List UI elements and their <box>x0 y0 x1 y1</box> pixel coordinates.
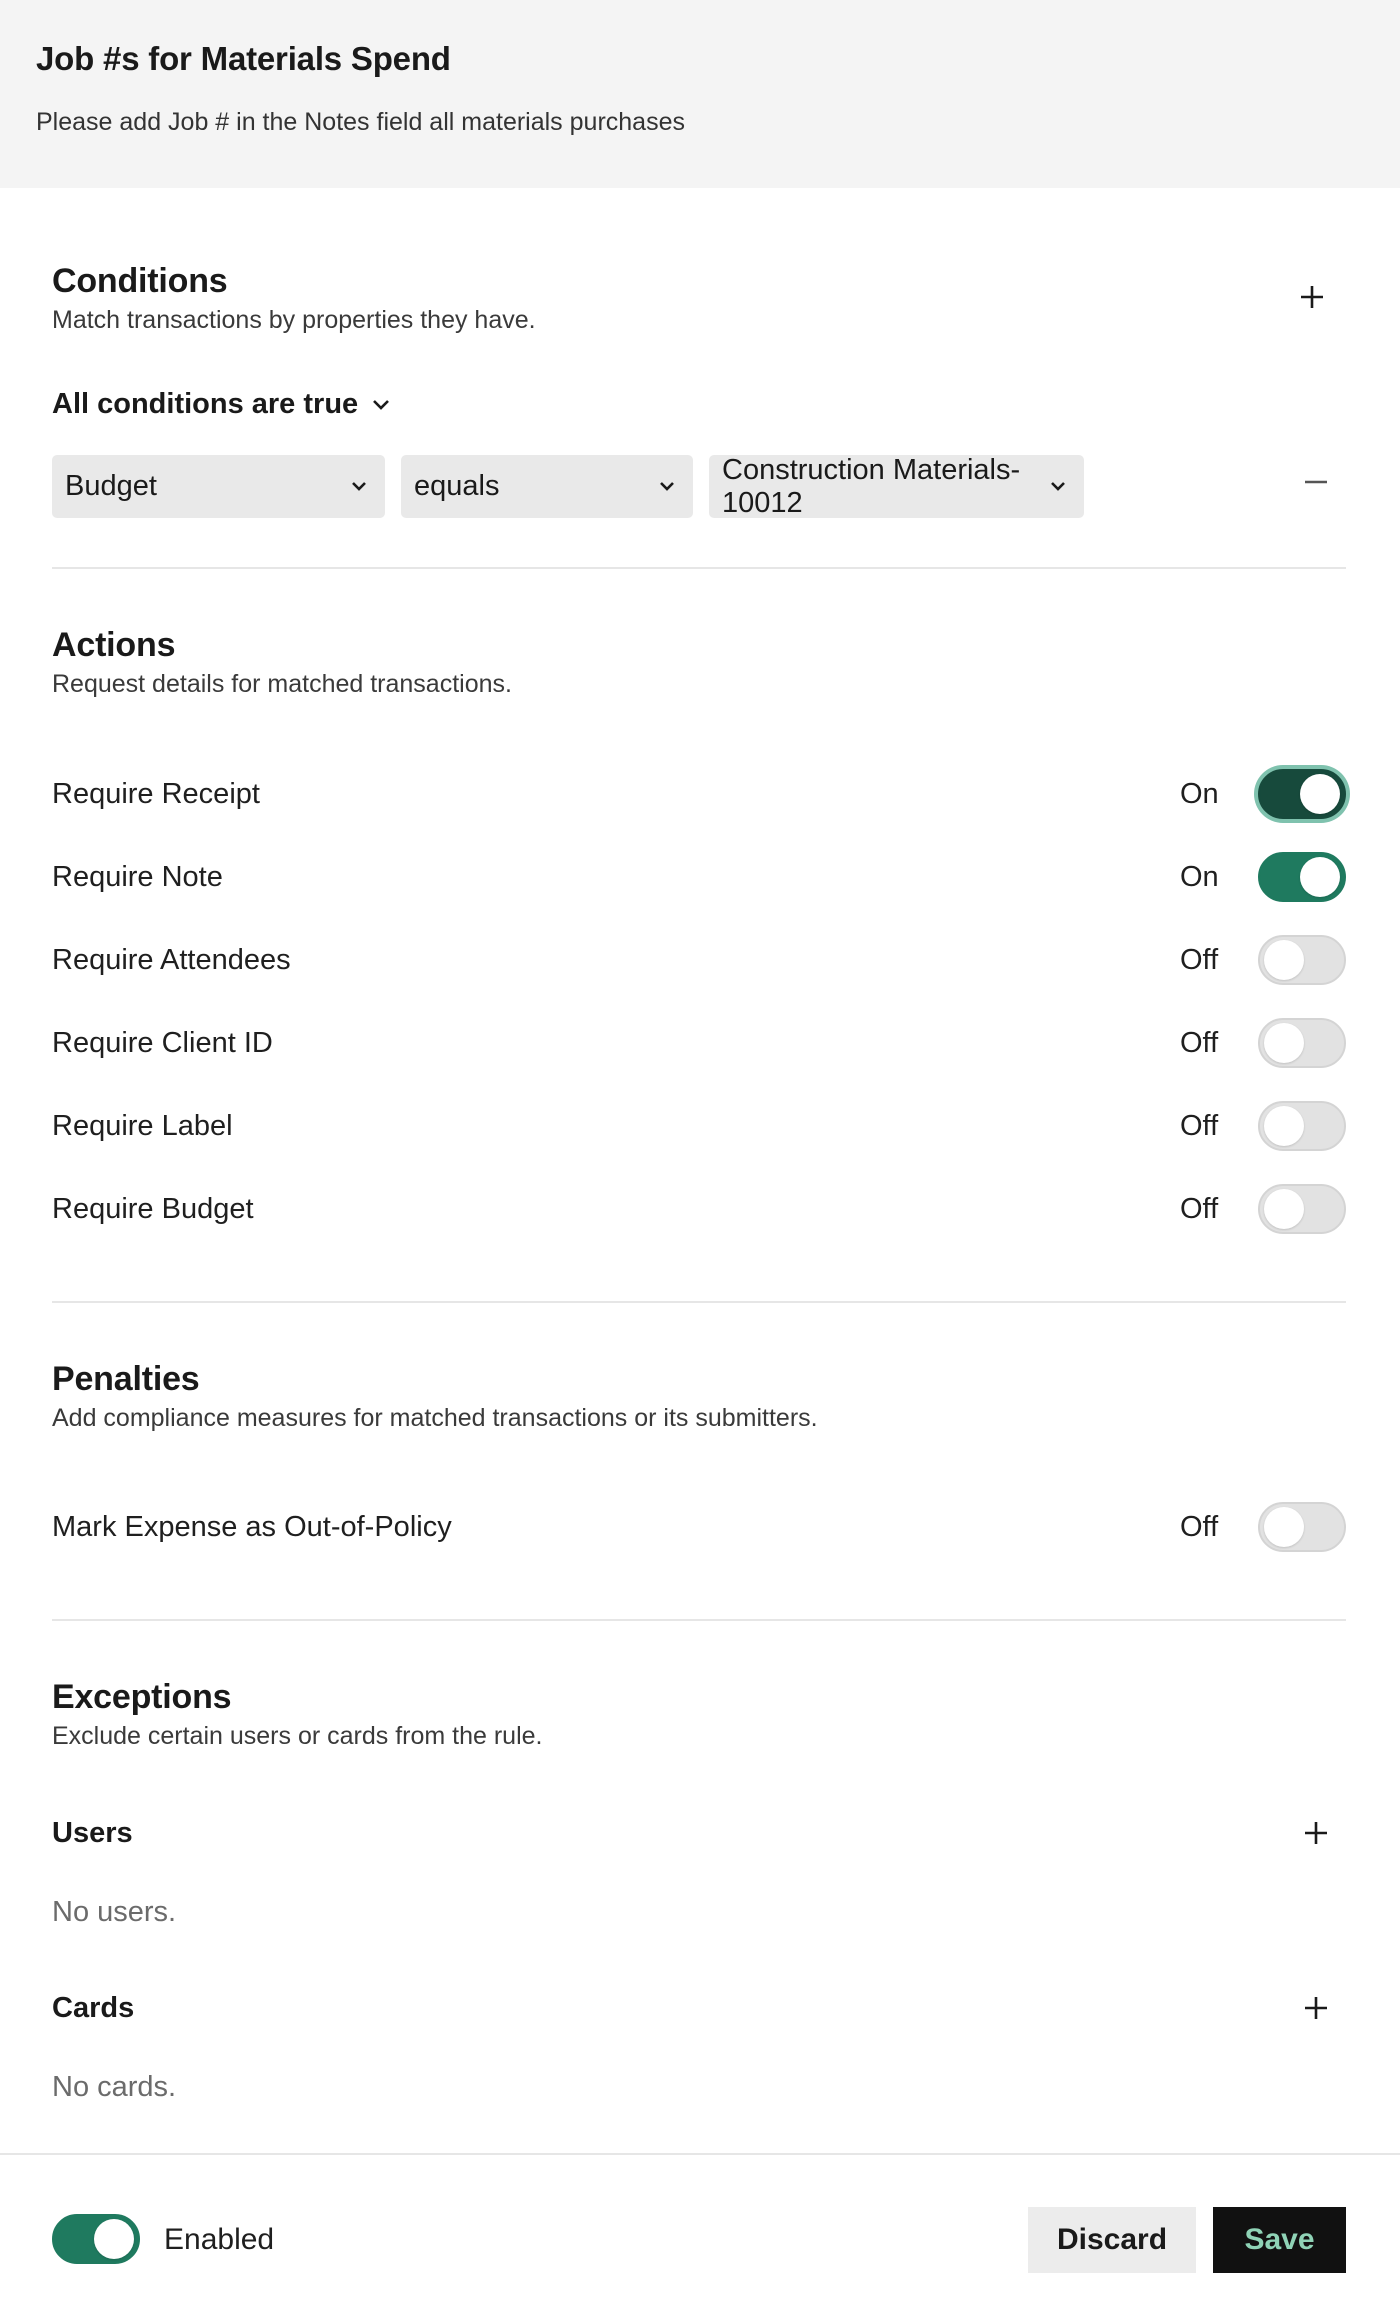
users-empty-text: No users. <box>52 1896 177 1928</box>
require-receipt-toggle[interactable] <box>1258 769 1346 819</box>
add-condition-button[interactable] <box>1290 275 1334 319</box>
action-row-require-receipt <box>52 764 1346 824</box>
discard-button[interactable]: Discard <box>1028 2207 1196 2273</box>
add-user-exception-button[interactable] <box>1294 1811 1338 1855</box>
penalties-title: Penalties <box>52 1360 200 1398</box>
penalty-label: Mark Expense as Out-of-Policy <box>52 1510 452 1543</box>
add-card-exception-button[interactable] <box>1294 1986 1338 2030</box>
action-state: Off <box>1180 1109 1219 1142</box>
divider <box>52 567 1346 569</box>
toggle-knob <box>94 2219 134 2259</box>
toggle-knob <box>1300 774 1340 814</box>
require-attendees-toggle[interactable] <box>1258 935 1346 985</box>
minus-icon <box>1304 480 1328 484</box>
action-state: Off <box>1180 1026 1219 1059</box>
enabled-label: Enabled <box>164 2223 275 2256</box>
exceptions-title: Exceptions <box>52 1678 232 1716</box>
cards-heading: Cards <box>52 1992 135 2024</box>
chevron-down-icon <box>351 481 367 492</box>
exceptions-subtitle: Exclude certain users or cards from the rule. <box>52 1722 543 1750</box>
actions-subtitle: Request details for matched transactions. <box>52 670 512 698</box>
footer-bar <box>0 2153 1400 2308</box>
condition-operator-value: equals <box>414 470 500 502</box>
cards-empty-text: No cards. <box>52 2071 177 2103</box>
action-row-require-attendees <box>52 930 1346 990</box>
action-state: Off <box>1180 943 1219 976</box>
action-state: Off <box>1180 1192 1219 1225</box>
penalty-row-out-of-policy <box>52 1497 1346 1557</box>
divider <box>52 1301 1346 1303</box>
save-button[interactable]: Save <box>1213 2207 1346 2273</box>
action-label: Require Client ID <box>52 1026 273 1059</box>
condition-value-text: Construction Materials- 10012 <box>722 453 1021 519</box>
action-label: Require Receipt <box>52 777 260 810</box>
action-label: Require Note <box>52 860 223 893</box>
chevron-down-icon <box>659 481 675 492</box>
actions-title: Actions <box>52 626 176 664</box>
require-note-toggle[interactable] <box>1258 852 1346 902</box>
toggle-knob <box>1264 1507 1304 1547</box>
action-label: Require Label <box>52 1109 233 1142</box>
plus-icon <box>1299 284 1325 310</box>
chevron-down-icon <box>372 399 390 411</box>
action-label: Require Budget <box>52 1192 254 1225</box>
condition-field-value: Budget <box>65 470 157 502</box>
toggle-knob <box>1264 1106 1304 1146</box>
users-heading: Users <box>52 1817 133 1849</box>
match-mode-label: All conditions are true <box>52 388 359 420</box>
condition-field-select[interactable] <box>52 455 385 518</box>
conditions-subtitle: Match transactions by properties they have. <box>52 306 536 334</box>
action-row-require-budget <box>52 1179 1346 1239</box>
action-label: Require Attendees <box>52 943 291 976</box>
penalty-state: Off <box>1180 1510 1219 1543</box>
toggle-knob <box>1264 1189 1304 1229</box>
condition-value-select[interactable] <box>709 455 1084 518</box>
require-budget-toggle[interactable] <box>1258 1184 1346 1234</box>
conditions-title: Conditions <box>52 262 228 300</box>
plus-icon <box>1303 1820 1329 1846</box>
penalties-subtitle: Add compliance measures for matched transactions or its submitters. <box>52 1404 818 1432</box>
action-row-require-client-id <box>52 1013 1346 1073</box>
rule-description: Please add Job # in the Notes field all materials purchases <box>36 108 685 136</box>
match-mode-dropdown[interactable] <box>52 388 390 421</box>
rule-enabled-toggle[interactable] <box>52 2214 140 2264</box>
require-client-id-toggle[interactable] <box>1258 1018 1346 1068</box>
plus-icon <box>1303 1995 1329 2021</box>
action-row-require-note <box>52 847 1346 907</box>
toggle-knob <box>1300 857 1340 897</box>
action-state: On <box>1180 777 1219 810</box>
toggle-knob <box>1264 1023 1304 1063</box>
require-label-toggle[interactable] <box>1258 1101 1346 1151</box>
chevron-down-icon <box>1050 481 1066 492</box>
rule-title: Job #s for Materials Spend <box>36 40 451 77</box>
action-row-require-label <box>52 1096 1346 1156</box>
condition-operator-select[interactable] <box>401 455 693 518</box>
remove-condition-button[interactable] <box>1300 466 1332 498</box>
action-state: On <box>1180 860 1219 893</box>
toggle-knob <box>1264 940 1304 980</box>
divider <box>52 1619 1346 1621</box>
rule-header <box>0 0 1400 188</box>
out-of-policy-toggle[interactable] <box>1258 1502 1346 1552</box>
